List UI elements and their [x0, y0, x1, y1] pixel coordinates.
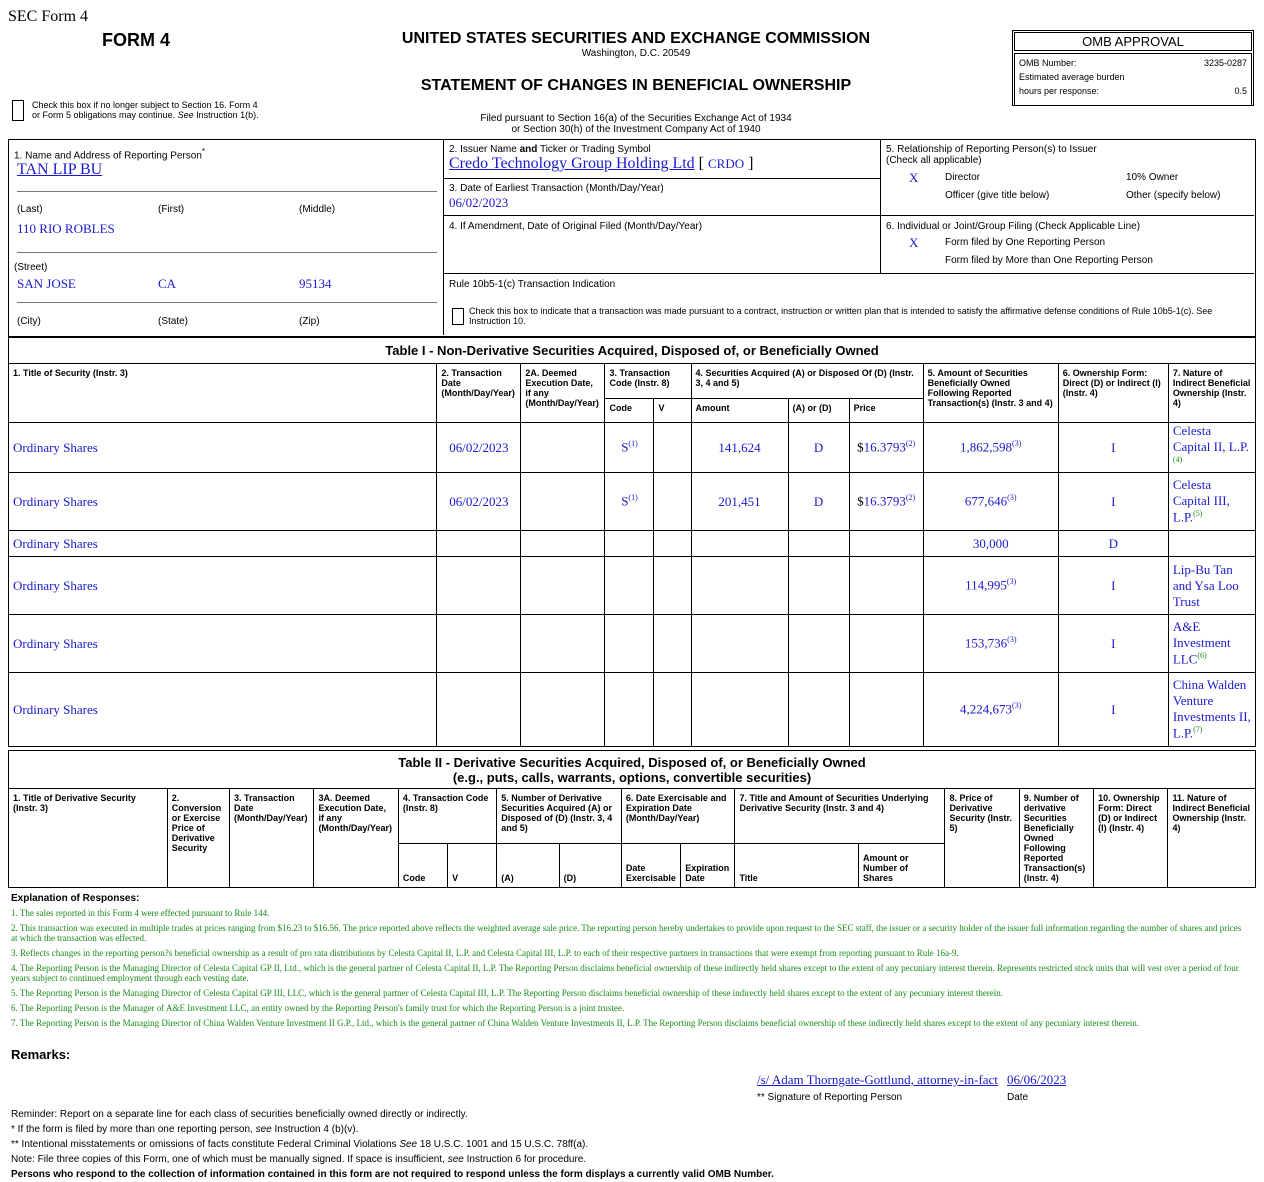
- box2-label-b: Ticker or Trading Symbol: [537, 144, 651, 155]
- owned-following-value: 4,224,673: [960, 701, 1013, 717]
- price-currency: $: [857, 439, 864, 455]
- t1-header-date: 2. Transaction Date (Month/Day/Year): [437, 364, 521, 423]
- nature-cell: [1168, 531, 1255, 557]
- price-cell: [849, 531, 923, 557]
- security-title-cell: [9, 423, 437, 473]
- owned-following-cell: [923, 473, 1058, 531]
- security-title: Ordinary Shares: [13, 577, 98, 593]
- note-2b: 18 U.S.C. 1001 and 15 U.S.C. 78ff(a).: [417, 1139, 589, 1150]
- price-cell: [849, 423, 923, 473]
- t2-sub-expiration: Expiration Date: [681, 843, 735, 887]
- price-currency: $: [857, 493, 864, 509]
- box2-label-and: and: [519, 144, 538, 155]
- amount-cell: [691, 673, 788, 747]
- transaction-code-cell: [605, 531, 654, 557]
- price-value: 16.3793: [863, 493, 906, 509]
- deemed-date-cell: [521, 557, 605, 615]
- code-footnote: (1): [628, 493, 638, 503]
- price-cell: [849, 557, 923, 615]
- table-2-title: [9, 751, 1256, 789]
- note-2a: ** Intentional misstatements or omissions of facts constitute Federal Criminal Violations: [11, 1139, 400, 1150]
- t2-sub-exercisable: Date Exercisable: [621, 843, 680, 887]
- price-cell: [849, 673, 923, 747]
- box4-amendment: [444, 216, 881, 274]
- note-1a: * If the form is filed by more than one reporting person,: [11, 1124, 256, 1135]
- box1-label-text: 1. Name and Address of Reporting Person: [14, 150, 202, 162]
- t1-header-form: 6. Ownership Form: Direct (D) or Indirect (I) (Instr. 4): [1058, 364, 1168, 423]
- amount-cell: [691, 531, 788, 557]
- table-1-non-derivative: [8, 337, 1256, 747]
- a-or-d-cell: [788, 423, 849, 473]
- rule-10b5-section: [444, 274, 1254, 335]
- director-label: Director: [945, 172, 981, 183]
- security-title-cell: [9, 531, 437, 557]
- transaction-code-cell: [605, 423, 654, 473]
- box4-label: 4. If Amendment, Date of Original Filed (Month/Day/Year): [449, 221, 703, 232]
- omb-burden: 0.5: [1234, 86, 1247, 96]
- zip-value: 95134: [299, 276, 332, 291]
- transaction-date: 06/02/2023: [449, 493, 509, 509]
- form-notes: [11, 1107, 774, 1182]
- nature-cell: [1168, 615, 1255, 673]
- v-cell: [654, 615, 691, 673]
- box6-filing: [881, 216, 1254, 274]
- amount-cell: [691, 557, 788, 615]
- t1-header-owned: 5. Amount of Securities Beneficially Owned Following Reported Transaction(s) (Instr. 3 and 4): [923, 364, 1058, 423]
- t2-header-number: 5. Number of Derivative Securities Acquired (A) or Disposed of (D) (Instr. 3, 4 and 5): [497, 789, 622, 844]
- price-cell: [849, 615, 923, 673]
- deemed-date-cell: [521, 615, 605, 673]
- owned-following-cell: [923, 615, 1058, 673]
- ticker-symbol: CRDO: [708, 156, 745, 171]
- earliest-transaction-date: 06/02/2023: [449, 195, 509, 210]
- omb-title: OMB APPROVAL: [1014, 32, 1252, 51]
- owned-footnote: (3): [1007, 635, 1017, 645]
- t2-sub-code: Code: [398, 843, 447, 887]
- a-or-d-cell: [788, 615, 849, 673]
- signature-date: 06/06/2023: [1007, 1072, 1067, 1087]
- nature-value: Lip-Bu Tan and Ysa Loo Trust: [1172, 561, 1239, 609]
- nature-footnote: (4): [1172, 455, 1183, 465]
- box2-issuer: [444, 140, 881, 179]
- a-or-d-cell: [788, 673, 849, 747]
- security-title: Ordinary Shares: [13, 493, 98, 509]
- remarks-title: Remarks:: [11, 1047, 71, 1062]
- footnote-4: 4. The Reporting Person is the Managing Director of Celesta Capital GP II, Ltd., which is the general partner of Celesta Capital II, L.P. The Reporting Person disclaims beneficial ownership of these indirectly held shares except to the extent of any pecuniary interest therein. Represents restricted stock units that will vest over a period of four years subject to continued employment through each vesting date.: [11, 963, 1239, 983]
- t2-header-underlying: 7. Title and Amount of Securities Underlying Derivative Security (Instr. 3 and 4): [735, 789, 945, 844]
- transaction-code: S: [621, 439, 629, 455]
- note-1b: Instruction 4 (b)(v).: [271, 1124, 359, 1135]
- ownership-form-cell: [1058, 615, 1168, 673]
- deemed-date-cell: [521, 673, 605, 747]
- price-footnote: (2): [905, 493, 916, 503]
- omb-number: 3235-0287: [1203, 58, 1247, 68]
- box1-label: [14, 147, 205, 161]
- t2-sub-v: V: [448, 843, 497, 887]
- amount-cell: [691, 615, 788, 673]
- code-footnote: (1): [628, 439, 638, 449]
- transaction-date-cell: [437, 423, 521, 473]
- more-persons-label: Form filed by More than One Reporting Person: [945, 255, 1153, 266]
- city-value: SAN JOSE: [17, 276, 76, 291]
- box3-earliest-date: [444, 179, 881, 216]
- note-1: [11, 1122, 774, 1137]
- section16-line2a: or Form 5 obligations may continue.: [32, 110, 178, 120]
- one-person-label: Form filed by One Reporting Person: [945, 237, 1106, 248]
- omb-approval-box: [1012, 30, 1254, 106]
- t2-header-code: 4. Transaction Code (Instr. 8): [398, 789, 496, 844]
- note-2: [11, 1137, 774, 1152]
- table-2-title-2: (e.g., puts, calls, warrants, options, convertible securities): [452, 769, 812, 785]
- security-title: Ordinary Shares: [13, 535, 98, 551]
- agency-location: Washington, D.C. 20549: [581, 48, 691, 59]
- v-cell: [654, 557, 691, 615]
- price-footnote: (2): [905, 439, 916, 449]
- table-2-title-1: Table II - Derivative Securities Acquired, Disposed of, or Beneficially Owned: [398, 754, 866, 770]
- transaction-date-cell: [437, 531, 521, 557]
- table-row: [9, 615, 1256, 673]
- table-row: [9, 673, 1256, 747]
- omb-number-label: OMB Number:: [1019, 58, 1077, 68]
- ownership-form-cell: [1058, 473, 1168, 531]
- bracket-close: ]: [748, 155, 754, 172]
- security-title: Ordinary Shares: [13, 635, 98, 651]
- footnote-1: 1. The sales reported in this Form 4 were effected pursuant to Rule 144.: [11, 908, 270, 918]
- owned-footnote: (3): [1012, 439, 1022, 449]
- date-label: Date: [1007, 1092, 1029, 1103]
- transaction-code-cell: [605, 673, 654, 747]
- transaction-code: S: [621, 493, 629, 509]
- v-cell: [654, 473, 691, 531]
- t2-sub-d: (D): [559, 843, 621, 887]
- price-cell: [849, 473, 923, 531]
- t2-header-owned: 9. Number of derivative Securities Beneficially Owned Following Reported Transaction(s) (Instr. 4): [1019, 789, 1093, 888]
- ownership-form-cell: [1058, 557, 1168, 615]
- ownership-form-cell: [1058, 423, 1168, 473]
- transaction-date-cell: [437, 615, 521, 673]
- divider: [17, 252, 437, 253]
- owned-following-value: 677,646: [964, 493, 1008, 509]
- footnote-5: 5. The Reporting Person is the Managing Director of Celesta Capital GP III, LLC, which is the general partner of Celesta Capital III, L.P. The Reporting Person disclaims beneficial ownership of these indirectly held shares except to the extent of any pecuniary interest therein.: [11, 988, 1004, 998]
- table-row: [9, 557, 1256, 615]
- nature-value: Celesta Capital III, L.P.: [1172, 477, 1230, 525]
- v-cell: [654, 673, 691, 747]
- statement-title: STATEMENT OF CHANGES IN BENEFICIAL OWNERSHIP: [420, 77, 852, 94]
- owned-following-value: 114,995: [965, 577, 1007, 593]
- note-2-see: See: [399, 1139, 418, 1150]
- a-or-d-value: D: [813, 493, 824, 509]
- ownership-form-cell: [1058, 531, 1168, 557]
- t1-sub-aord: (A) or (D): [788, 399, 849, 423]
- filed-pursuant-line1: Filed pursuant to Section 16(a) of the Securities Exchange Act of 1934: [480, 113, 792, 124]
- nature-cell: [1168, 673, 1255, 747]
- owned-following-value: 1,862,598: [960, 439, 1013, 455]
- ownership-form-value: I: [1111, 439, 1116, 455]
- t1-header-title: 1. Title of Security (Instr. 3): [9, 364, 437, 423]
- footnote-3: 3. Reflects changes in the reporting person?s beneficial ownership as a result of pro rata distributions by Celesta Capital II, L.P. and Celesta Capital III, L.P. to each of their respective partners in transactions that were exempt from reporting pursuant to Rule 16a-9.: [11, 948, 959, 958]
- nature-value: China Walden Venture Investments II, L.P.: [1172, 677, 1251, 741]
- t1-sub-code: Code: [605, 399, 654, 423]
- note-3: [11, 1152, 774, 1167]
- owned-following-cell: [923, 531, 1058, 557]
- section16-text: [32, 100, 259, 120]
- amount-value: 201,451: [718, 493, 761, 509]
- director-check-mark: X: [909, 170, 919, 185]
- filed-pursuant-line2: or Section 30(h) of the Investment Company Act of 1940: [511, 124, 761, 135]
- section16-line1: Check this box if no longer subject to Section 16. Form 4: [32, 100, 258, 110]
- footnotes-list: [11, 908, 1249, 1033]
- owned-footnote: (3): [1012, 701, 1022, 711]
- sec-form-label: SEC Form 4: [8, 8, 89, 25]
- table-1-title: Table I - Non-Derivative Securities Acquired, Disposed of, or Beneficially Owned: [9, 338, 1256, 364]
- t2-header-exercisable: 6. Date Exercisable and Expiration Date (Month/Day/Year): [621, 789, 735, 844]
- box2-label: [449, 144, 651, 155]
- ownership-form-value: I: [1111, 493, 1116, 509]
- form-title: FORM 4: [102, 30, 171, 50]
- nature-cell: [1168, 557, 1255, 615]
- deemed-date-cell: [521, 531, 605, 557]
- owned-footnote: (3): [1006, 577, 1017, 587]
- t1-sub-v: V: [654, 399, 691, 423]
- nature-cell: [1168, 473, 1255, 531]
- t2-sub-title: Title: [735, 843, 859, 887]
- transaction-code-cell: [605, 473, 654, 531]
- nature-value: Celesta Capital II, L.P.: [1172, 423, 1250, 455]
- zip-label: (Zip): [299, 316, 320, 327]
- owned-following-cell: [923, 557, 1058, 615]
- section16-checkbox[interactable]: [12, 100, 24, 121]
- last-label: (Last): [17, 204, 43, 215]
- v-cell: [654, 423, 691, 473]
- t1-header-code: 3. Transaction Code (Instr. 8): [605, 364, 691, 399]
- rule-10b5-text: Check this box to indicate that a transaction was made pursuant to a contract, instruction or written plan that is intended to satisfy the affirmative defense conditions of Rule 10b5-1(c). See Instruction 10.: [469, 306, 1213, 326]
- v-cell: [654, 531, 691, 557]
- t1-header-deemed: 2A. Deemed Execution Date, if any (Month/Day/Year): [521, 364, 605, 423]
- filed-pursuant: [336, 113, 936, 135]
- nature-footnote: (7): [1193, 725, 1203, 735]
- issuer-name-link[interactable]: Credo Technology Group Holding Ltd: [449, 155, 695, 172]
- owned-following-value: 153,736: [964, 635, 1008, 651]
- city-label: (City): [17, 316, 41, 327]
- note-3b: Instruction 6 for procedure.: [463, 1154, 587, 1165]
- transaction-date-cell: [437, 473, 521, 531]
- ten-percent-owner-label: 10% Owner: [1126, 172, 1179, 183]
- street-label: (Street): [14, 262, 48, 273]
- nature-value: A&E Investment LLC: [1172, 619, 1231, 667]
- nature-footnote: (5): [1193, 509, 1203, 519]
- street-value: 110 RIO ROBLES: [17, 221, 115, 236]
- amount-value: 141,624: [718, 439, 761, 455]
- reporting-person-name[interactable]: TAN LIP BU: [17, 161, 103, 178]
- explanation-title: Explanation of Responses:: [11, 893, 140, 904]
- price-value: 16.3793: [863, 439, 906, 455]
- a-or-d-value: D: [813, 439, 824, 455]
- section16-line2b: Instruction 1(b).: [193, 110, 259, 120]
- box6-label: 6. Individual or Joint/Group Filing (Check Applicable Line): [886, 221, 1141, 232]
- ownership-form-cell: [1058, 673, 1168, 747]
- t2-header-deemed: 3A. Deemed Execution Date, if any (Month/Day/Year): [314, 789, 398, 888]
- agency-name: UNITED STATES SECURITIES AND EXCHANGE COMMISSION: [401, 30, 871, 47]
- t1-header-nature: 7. Nature of Indirect Beneficial Ownership (Instr. 4): [1168, 364, 1255, 423]
- other-label: Other (specify below): [1126, 190, 1221, 201]
- t2-header-conversion: 2. Conversion or Exercise Price of Derivative Security: [167, 789, 229, 888]
- a-or-d-cell: [788, 557, 849, 615]
- section16-line2: [32, 110, 259, 120]
- t2-sub-amount: Amount or Number of Shares: [859, 843, 945, 887]
- table-row: [9, 531, 1256, 557]
- transaction-code-cell: [605, 615, 654, 673]
- transaction-date: 06/02/2023: [449, 439, 509, 455]
- signature-label: ** Signature of Reporting Person: [757, 1092, 903, 1103]
- owned-following-cell: [923, 423, 1058, 473]
- omb-burden-label2: hours per response:: [1019, 86, 1100, 96]
- box5-relationship: [881, 140, 1254, 216]
- footnote-6: 6. The Reporting Person is the Manager of A&E Investment LLC, an entity owned by the Reporting Person's family trust for which the Reporting Person is a joint trustee.: [11, 1003, 625, 1013]
- box1-reporting-person: [9, 140, 444, 335]
- box2-label-a: 2. Issuer Name: [449, 144, 520, 155]
- omb-notice: Persons who respond to the collection of information contained in this form are not required to respond unless the form displays a currently valid OMB Number.: [11, 1169, 774, 1180]
- ownership-form-value: I: [1111, 577, 1116, 593]
- omb-burden-label1: Estimated average burden: [1019, 72, 1125, 82]
- signature-name: /s/ Adam Thorngate-Gottlund, attorney-in-fact: [757, 1072, 998, 1087]
- box5-label-2: (Check all applicable): [886, 155, 982, 166]
- security-title-cell: [9, 673, 437, 747]
- security-title: Ordinary Shares: [13, 701, 98, 717]
- owned-footnote: (3): [1007, 493, 1017, 503]
- t1-sub-price: Price: [849, 399, 923, 423]
- box5-label: [886, 144, 1097, 166]
- section16-see: See: [177, 110, 194, 120]
- middle-label: (Middle): [299, 204, 336, 215]
- box3-label: 3. Date of Earliest Transaction (Month/Day/Year): [449, 183, 664, 194]
- note-3-see: see: [447, 1154, 464, 1165]
- footnote-7: 7. The Reporting Person is the Managing Director of China Walden Venture Investment II G.P., Ltd., which is the general partner of China Walden Venture Investments II, L.P. The Reporting Person disclaims beneficial ownership of these indirectly held shares except to the extent of any pecuniary interest therein.: [11, 1018, 1140, 1028]
- ownership-form-value: D: [1108, 535, 1118, 551]
- box1-asterisk: *: [201, 147, 206, 156]
- rule-10b5-checkbox[interactable]: [452, 308, 464, 325]
- divider: [17, 302, 437, 303]
- nature-footnote: (6): [1197, 651, 1207, 661]
- t1-sub-amount: Amount: [691, 399, 788, 423]
- officer-label: Officer (give title below): [945, 190, 1050, 201]
- owned-following-cell: [923, 673, 1058, 747]
- table-2-derivative: [8, 750, 1256, 888]
- security-title-cell: [9, 557, 437, 615]
- issuer-line: [449, 155, 753, 173]
- ownership-form-value: I: [1111, 635, 1116, 651]
- state-value: CA: [158, 276, 177, 291]
- box5-label-1: 5. Relationship of Reporting Person(s) to Issuer: [886, 144, 1097, 155]
- deemed-date-cell: [521, 473, 605, 531]
- a-or-d-cell: [788, 531, 849, 557]
- amount-cell: [691, 423, 788, 473]
- divider: [17, 191, 437, 192]
- footnote-2: 2. This transaction was executed in multiple trades at prices ranging from $16.23 to $16.56. The price reported above reflects the weighted average sale price. The reporting person hereby undertakes to provide upon request to the SEC staff, the issuer or a security holder of the issuer full information regarding the number of shares and prices at which the transaction was effected.: [11, 923, 1242, 943]
- note-reminder: Reminder: Report on a separate line for each class of securities beneficially owned directly or indirectly.: [11, 1109, 468, 1120]
- a-or-d-cell: [788, 473, 849, 531]
- t2-header-nature: 11. Nature of Indirect Beneficial Ownership (Instr. 4): [1168, 789, 1256, 888]
- omb-details: [1014, 53, 1252, 106]
- note-1-see: see: [255, 1124, 272, 1135]
- nature-cell: [1168, 423, 1255, 473]
- deemed-date-cell: [521, 423, 605, 473]
- one-person-check-mark: X: [909, 235, 919, 250]
- first-label: (First): [158, 204, 185, 215]
- rule-10b5-label: Rule 10b5-1(c) Transaction Indication: [449, 279, 616, 290]
- t2-header-title: 1. Title of Derivative Security (Instr. 3): [9, 789, 168, 888]
- transaction-code-cell: [605, 557, 654, 615]
- security-title-cell: [9, 473, 437, 531]
- t2-header-form: 10. Ownership Form: Direct (D) or Indirect (I) (Instr. 4): [1094, 789, 1168, 888]
- t1-header-acquired: 4. Securities Acquired (A) or Disposed Of (D) (Instr. 3, 4 and 5): [691, 364, 923, 399]
- table-row: [9, 473, 1256, 531]
- transaction-date-cell: [437, 557, 521, 615]
- security-title-cell: [9, 615, 437, 673]
- security-title: Ordinary Shares: [13, 439, 98, 455]
- owned-following-value: 30,000: [972, 535, 1009, 551]
- amount-cell: [691, 473, 788, 531]
- t2-sub-a: (A): [497, 843, 559, 887]
- ownership-form-value: I: [1111, 701, 1116, 717]
- note-3a: Note: File three copies of this Form, one of which must be manually signed. If space is insufficient,: [11, 1154, 448, 1165]
- state-label: (State): [158, 316, 189, 327]
- t2-header-date: 3. Transaction Date (Month/Day/Year): [230, 789, 314, 888]
- table-row: [9, 423, 1256, 473]
- transaction-date-cell: [437, 673, 521, 747]
- t2-header-price: 8. Price of Derivative Security (Instr. 5): [945, 789, 1019, 888]
- bracket-open: [: [698, 155, 704, 172]
